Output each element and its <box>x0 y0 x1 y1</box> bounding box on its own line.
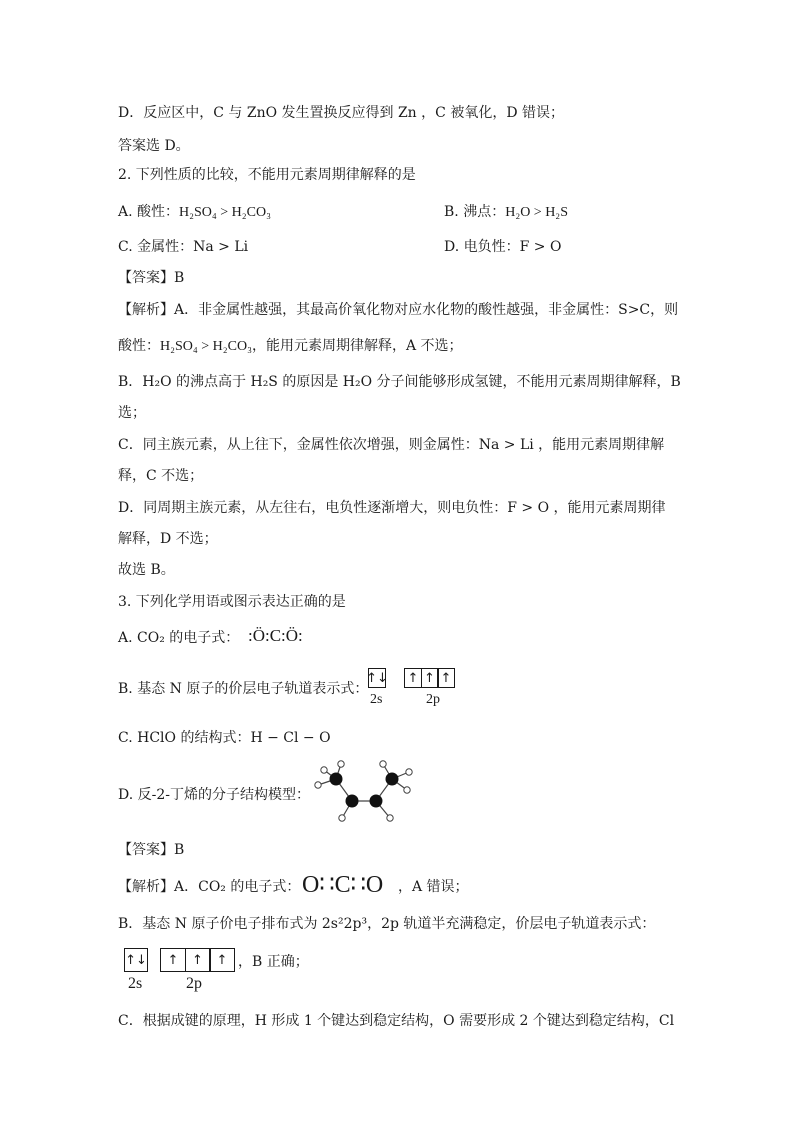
orbital-cell: ↑ <box>209 948 235 972</box>
question-2: 2. 下列性质的比较，不能用元素周期律解释的是 <box>118 167 416 183</box>
orbital-2p-box <box>160 948 234 972</box>
orbital-cell: ↑ <box>404 668 422 688</box>
explanation-suffix: ，能用元素周期律解释，A 不选； <box>251 338 463 354</box>
lewis-co2-correct: O∷C∷O <box>302 872 384 898</box>
explanation-line <box>118 336 463 357</box>
option-d: D. 电负性：F > O <box>444 239 562 255</box>
option-b: B. 基态 N 原子的价层电子轨道表示式： <box>118 681 369 697</box>
orbital-label: 2p <box>186 975 202 992</box>
option-c: C. 金属性：Na > Li <box>118 239 249 255</box>
explanation-line: 选； <box>118 405 146 421</box>
explanation-line: C．根据成键的原理，H 形成 1 个键达到稳定结构，O 需要形成 2 个键达到稳定结构，Cl <box>118 1013 675 1029</box>
explanation-line: 【解析】A．CO₂ 的电子式： <box>118 879 301 895</box>
explanation-line: D．同周期主族元素，从左往右，电负性逐渐增大，则电负性：F > O ，能用元素周期律 <box>118 500 666 516</box>
orbital-2s-box <box>124 948 147 972</box>
bonds <box>318 764 409 818</box>
option-b-label: B. 沸点： <box>444 204 506 220</box>
carbon-atoms <box>330 773 399 808</box>
orbital-cell: ↑ <box>421 668 439 688</box>
acid-formula: H₂SO₄ > H₂CO₃ <box>179 205 271 220</box>
option-a: A. CO₂ 的电子式： <box>118 630 240 646</box>
orbital-2p-box <box>404 668 454 688</box>
option-a-label: A. 酸性： <box>118 204 180 220</box>
orbital-cell: ↑↓ <box>124 948 148 972</box>
explanation-line: B．H₂O 的沸点高于 H₂S 的原因是 H₂O 分子间能够形成氢键，不能用元素周期律解释，B <box>118 374 681 390</box>
orbital-cell: ↑ <box>185 948 211 972</box>
orbital-label: 2p <box>426 692 440 707</box>
text-line: 答案选 D。 <box>118 138 190 154</box>
acid-formula: H₂SO₄ > H₂CO₃ <box>160 339 252 354</box>
boil-formula: H₂O > H₂S <box>505 205 568 220</box>
question-3: 3. 下列化学用语或图示表达正确的是 <box>118 594 346 610</box>
orbital-cell: ↑ <box>160 948 186 972</box>
orbital-label: 2s <box>128 975 143 992</box>
explanation-line: 故选 B。 <box>118 562 175 578</box>
answer: 【答案】B <box>118 842 185 858</box>
text-line: D．反应区中，C 与 ZnO 发生置换反应得到 Zn ，C 被氧化，D 错误； <box>118 105 564 121</box>
orbital-label: 2s <box>370 692 383 707</box>
option-c: C. HClO 的结构式：H − Cl − O <box>118 730 331 746</box>
orbital-cell: ↑↓ <box>368 668 386 688</box>
orbital-2s-box <box>366 668 388 688</box>
option-d: D. 反-2-丁烯的分子结构模型： <box>118 787 310 803</box>
explanation-line: B．基态 N 原子价电子排布式为 2s²2p³，2p 轨道半充满稳定，价层电子轨道表示式： <box>118 916 656 932</box>
orbital-cell: ↑ <box>437 668 455 688</box>
option-b <box>444 202 568 223</box>
explanation-line: 释，C 不选； <box>118 468 204 484</box>
hydrogen-atoms <box>315 761 412 821</box>
explanation-line: 解释，D 不选； <box>118 531 218 547</box>
explanation-line: 【解析】A．非金属性越强，其最高价氧化物对应水化物的酸性越强，非金属性：S>C，则 <box>118 302 679 318</box>
explanation-prefix: 酸性： <box>118 338 160 354</box>
trans-2-butene-model <box>310 758 420 830</box>
explanation-line: C．同主族元素，从上往下，金属性依次增强，则金属性：Na > Li ，能用元素周期律解 <box>118 437 665 453</box>
option-a <box>118 202 271 223</box>
lewis-co2-wrong: :Ö:C:Ö: <box>248 626 303 645</box>
explanation-suffix: ，B 正确； <box>238 954 309 970</box>
explanation-suffix: ，A 错误； <box>398 879 469 895</box>
answer: 【答案】B <box>118 270 185 286</box>
